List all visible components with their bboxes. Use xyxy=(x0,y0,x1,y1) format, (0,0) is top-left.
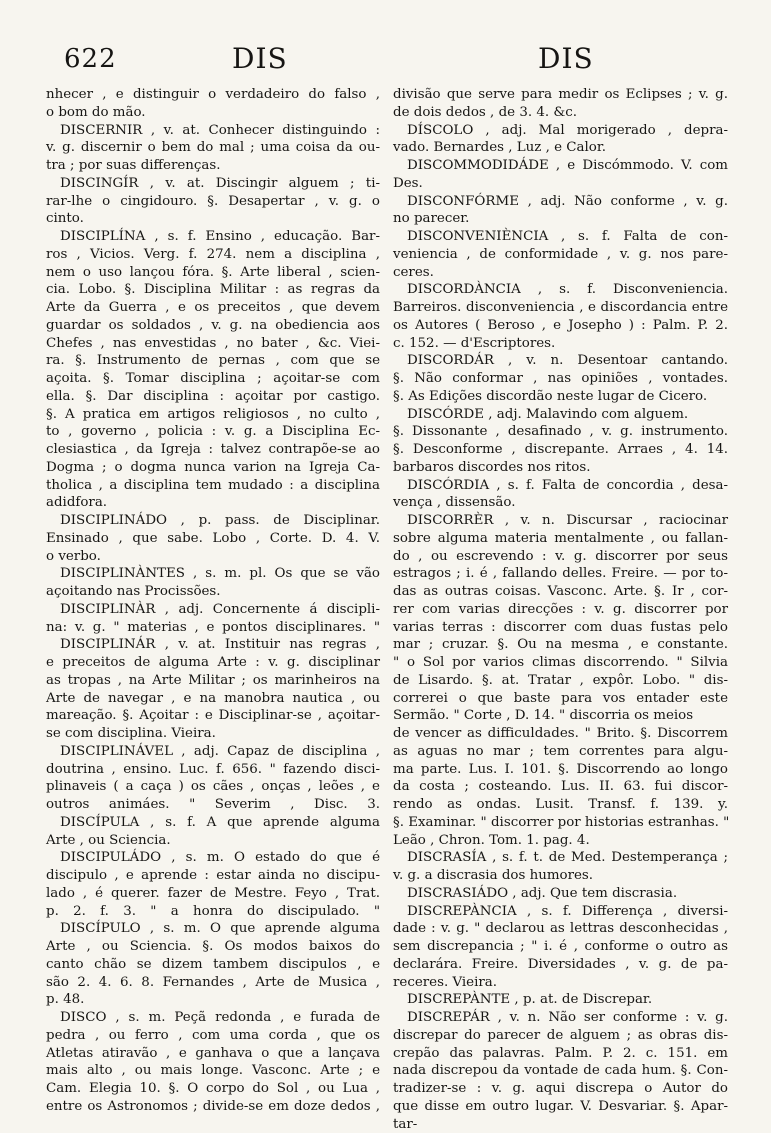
text-line: adidfora. xyxy=(46,494,380,512)
text-line: vado. Bernardes , Luz , e Calor. xyxy=(393,139,728,157)
text-line: nem o uso lançou fóra. §. Arte liberal , scien- xyxy=(46,264,380,282)
text-line: tar- xyxy=(393,1116,728,1133)
text-line: §. As Edições discordão neste lugar de Cicero. xyxy=(393,388,728,406)
text-line: v. g. discernir o bem do mal ; uma coisa da ou- xyxy=(46,139,380,157)
text-line: clesiastica , da Igreja : talvez contrapõe-se ao xyxy=(46,441,380,459)
text-line: §. Dissonante , desafinado , v. g. instrumento. xyxy=(393,423,728,441)
text-line: veniencia , de conformidade , v. g. nos pare- xyxy=(393,246,728,264)
text-line: §. Examinar. " discorrer por historias estranhas. " xyxy=(393,814,728,832)
text-line: vença , dissensão. xyxy=(393,494,728,512)
text-line: Arte de navegar , e na manobra nautica , ou xyxy=(46,690,380,708)
text-line: estragos ; i. é , fallando delles. Freire. — por to- xyxy=(393,565,728,583)
text-line: DISCREPÁR , v. n. Não ser conforme : v. g. xyxy=(393,1009,728,1027)
text-line: DISCRASÍA , s. f. t. de Med. Destemperança ; xyxy=(393,849,728,867)
text-line: tradizer-se : v. g. aqui discrepa o Autor do xyxy=(393,1080,728,1098)
text-line: as tropas , na Arte Militar ; os marinheiros na xyxy=(46,672,380,690)
running-header xyxy=(0,40,771,84)
text-line: DISCORDÁR , v. n. Desentoar cantando. xyxy=(393,352,728,370)
text-line: to , governo , policia : v. g. a Disciplina Ec- xyxy=(46,423,380,441)
text-line: cinto. xyxy=(46,210,380,228)
text-line: DISCREPÀNCIA , s. f. Differença , diversi- xyxy=(393,903,728,921)
text-line: DÍSCOLO , adj. Mal morigerado , depra- xyxy=(393,122,728,140)
text-line: Arte , ou Sciencia. xyxy=(46,832,380,850)
text-line: da costa ; costeando. Lus. II. 63. fui discor- xyxy=(393,778,728,796)
text-line: " o Sol por varios climas discorrendo. " Silvia xyxy=(393,654,728,672)
text-line: DISCIPLINÁVEL , adj. Capaz de disciplina , xyxy=(46,743,380,761)
text-line: rar-lhe o cingidouro. §. Desapertar , v. g. o xyxy=(46,193,380,211)
text-line: Des. xyxy=(393,175,728,193)
text-line: correrei o que baste para vos entader este xyxy=(393,690,728,708)
text-line: Arte da Guerra , e os preceitos , que devem xyxy=(46,299,380,317)
text-line: açoita. §. Tomar disciplina ; açoitar-se com xyxy=(46,370,380,388)
text-line: v. g. a discrasia dos humores. xyxy=(393,867,728,885)
text-line: varias terras : discorrer com duas fustas pelo xyxy=(393,619,728,637)
text-line: outros animáes. " Severim , Disc. 3. xyxy=(46,796,380,814)
text-line: de vencer as difficuldades. " Brito. §. Discorrem xyxy=(393,725,728,743)
text-line: DISCIPLÍNA , s. f. Ensino , educação. Bar- xyxy=(46,228,380,246)
text-line: rendo as ondas. Lusit. Transf. f. 139. y. xyxy=(393,796,728,814)
text-line: p. 48. xyxy=(46,991,380,1009)
text-line: mais alto , ou mais longe. Vasconc. Arte ; e xyxy=(46,1062,380,1080)
right-guide-word: DIS xyxy=(538,42,594,75)
text-line: DISCO , s. m. Peçã redonda , e furada de xyxy=(46,1009,380,1027)
text-line: DISCIPLINÀNTES , s. m. pl. Os que se vão xyxy=(46,565,380,583)
text-line: Atletas atiravão , e ganhava o que a lançava xyxy=(46,1045,380,1063)
text-line: Ensinado , que sabe. Lobo , Corte. D. 4. V. xyxy=(46,530,380,548)
text-line: p. 2. f. 3. " a honra do discipulado. " xyxy=(46,903,380,921)
text-line: açoitando nas Procissões. xyxy=(46,583,380,601)
text-line: barbaros discordes nos ritos. xyxy=(393,459,728,477)
text-line: DISCIPULÁDO , s. m. O estado do que é xyxy=(46,849,380,867)
left-guide-word: DIS xyxy=(232,42,288,75)
text-line: guardar os soldados , v. g. na obediencia aos xyxy=(46,317,380,335)
text-line: nada discrepou da vontade de cada hum. §. Con- xyxy=(393,1062,728,1080)
text-line: c. 152. — d'Escriptores. xyxy=(393,335,728,353)
text-line: Sermão. " Corte , D. 14. " discorria os meios xyxy=(393,707,728,725)
text-line: Arte , ou Sciencia. §. Os modos baixos do xyxy=(46,938,380,956)
text-line: DISCÓRDIA , s. f. Falta de concordia , desa- xyxy=(393,477,728,495)
text-line: e preceitos de alguma Arte : v. g. disciplinar xyxy=(46,654,380,672)
text-line: ella. §. Dar disciplina : açoitar por castigo. xyxy=(46,388,380,406)
text-line: se com disciplina. Vieira. xyxy=(46,725,380,743)
text-line: DISCÍPULO , s. m. O que aprende alguma xyxy=(46,920,380,938)
text-line: rer com varias direcções : v. g. discorrer por xyxy=(393,601,728,619)
text-line: §. Desconforme , discrepante. Arraes , 4. 14. xyxy=(393,441,728,459)
text-line: lado , é querer. fazer de Mestre. Feyo , Trat. xyxy=(46,885,380,903)
text-line: que disse em outro lugar. V. Desvariar. §. Apar- xyxy=(393,1098,728,1116)
text-line: sobre alguma materia mentalmente , ou fallan- xyxy=(393,530,728,548)
text-line: DISCINGÍR , v. at. Discingir alguem ; ti- xyxy=(46,175,380,193)
text-line: crepão das palavras. Palm. P. 2. c. 151. em xyxy=(393,1045,728,1063)
text-line: DISCORRÈR , v. n. Discursar , raciocinar xyxy=(393,512,728,530)
text-line: DISCORDÀNCIA , s. f. Disconveniencia. xyxy=(393,281,728,299)
text-line: cia. Lobo. §. Disciplina Militar : as regras da xyxy=(46,281,380,299)
text-line: na: v. g. " materias , e pontos disciplinares. " xyxy=(46,619,380,637)
text-line: dade : v. g. " declarou as lettras desconhecidas , xyxy=(393,920,728,938)
text-line: são 2. 4. 6. 8. Fernandes , Arte de Musica , xyxy=(46,974,380,992)
text-line: entre os Astronomos ; divide-se em doze dedos , xyxy=(46,1098,380,1116)
text-line: DISCERNIR , v. at. Conhecer distinguindo : xyxy=(46,122,380,140)
left-column xyxy=(46,86,380,1116)
text-line: de dois dedos , de 3. 4. &c. xyxy=(393,104,728,122)
text-line: DISCRASIÁDO , adj. Que tem discrasia. xyxy=(393,885,728,903)
text-line: os Autores ( Beroso , e Josepho ) : Palm. P. 2. xyxy=(393,317,728,335)
text-line: as aguas no mar ; tem correntes para algu- xyxy=(393,743,728,761)
text-line: DISCIPLINÁDO , p. pass. de Disciplinar. xyxy=(46,512,380,530)
text-line: receres. Vieira. xyxy=(393,974,728,992)
text-line: Leão , Chron. Tom. 1. pag. 4. xyxy=(393,832,728,850)
text-line: doutrina , ensino. Luc. f. 656. " fazendo disci- xyxy=(46,761,380,779)
right-column xyxy=(393,86,728,1133)
text-line: declarára. Freire. Diversidades , v. g. de pa- xyxy=(393,956,728,974)
text-line: DISCIPLINÁR , v. at. Instituir nas regras , xyxy=(46,636,380,654)
text-line: Barreiros. disconveniencia , e discordancia entre xyxy=(393,299,728,317)
page-number: 622 xyxy=(64,44,117,74)
text-line: mar ; cruzar. §. Ou na mesma , e constante. xyxy=(393,636,728,654)
text-line: DISCIPLINÀR , adj. Concernente á discipli- xyxy=(46,601,380,619)
text-line: DISCONVENIÈNCIA , s. f. Falta de con- xyxy=(393,228,728,246)
text-line: das as outras coisas. Vasconc. Arte. §. Ir , cor- xyxy=(393,583,728,601)
text-line: ros , Vicios. Verg. f. 274. nem a disciplina , xyxy=(46,246,380,264)
text-line: o bom do mão. xyxy=(46,104,380,122)
text-line: DISCREPÀNTE , p. at. de Discrepar. xyxy=(393,991,728,1009)
text-line: §. Não conformar , nas opiniões , vontades. xyxy=(393,370,728,388)
text-line: de Lisardo. §. at. Tratar , expôr. Lobo. " dis- xyxy=(393,672,728,690)
text-line: DISCONFÓRME , adj. Não conforme , v. g. xyxy=(393,193,728,211)
text-line: o verbo. xyxy=(46,548,380,566)
text-line: Chefes , nas envestidas , no bater , &c. Viei- xyxy=(46,335,380,353)
text-line: tholica , a disciplina tem mudado : a disciplina xyxy=(46,477,380,495)
text-line: ra. §. Instrumento de pernas , com que se xyxy=(46,352,380,370)
text-line: mareação. §. Açoitar : e Disciplinar-se , açoitar- xyxy=(46,707,380,725)
text-line: DISCÓRDE , adj. Malavindo com alguem. xyxy=(393,406,728,424)
text-line: pedra , ou ferro , com uma corda , que os xyxy=(46,1027,380,1045)
text-line: canto chão se dizem tambem discipulos , e xyxy=(46,956,380,974)
text-line: nhecer , e distinguir o verdadeiro do falso , xyxy=(46,86,380,104)
text-line: discipulo , e aprende : estar ainda no discipu- xyxy=(46,867,380,885)
text-line: Cam. Elegia 10. §. O corpo do Sol , ou Lua , xyxy=(46,1080,380,1098)
text-line: ma parte. Lus. I. 101. §. Discorrendo ao longo xyxy=(393,761,728,779)
text-line: no parecer. xyxy=(393,210,728,228)
text-line: DISCOMMODIDÁDE , e Discómmodo. V. com xyxy=(393,157,728,175)
text-line: DISCÍPULA , s. f. A que aprende alguma xyxy=(46,814,380,832)
text-line: Dogma ; o dogma nunca varion na Igreja Ca- xyxy=(46,459,380,477)
text-line: discrepar do parecer de alguem ; as obras dis- xyxy=(393,1027,728,1045)
text-line: §. A pratica em artigos religiosos , no culto , xyxy=(46,406,380,424)
text-line: divisão que serve para medir os Eclipses ; v. g. xyxy=(393,86,728,104)
text-line: plinaveis ( a caça ) os cães , onças , leões , e xyxy=(46,778,380,796)
text-line: do , ou escrevendo : v. g. discorrer por seus xyxy=(393,548,728,566)
text-line: tra ; por suas differenças. xyxy=(46,157,380,175)
text-line: ceres. xyxy=(393,264,728,282)
text-line: sem discrepancia ; " i. é , conforme o outro as xyxy=(393,938,728,956)
